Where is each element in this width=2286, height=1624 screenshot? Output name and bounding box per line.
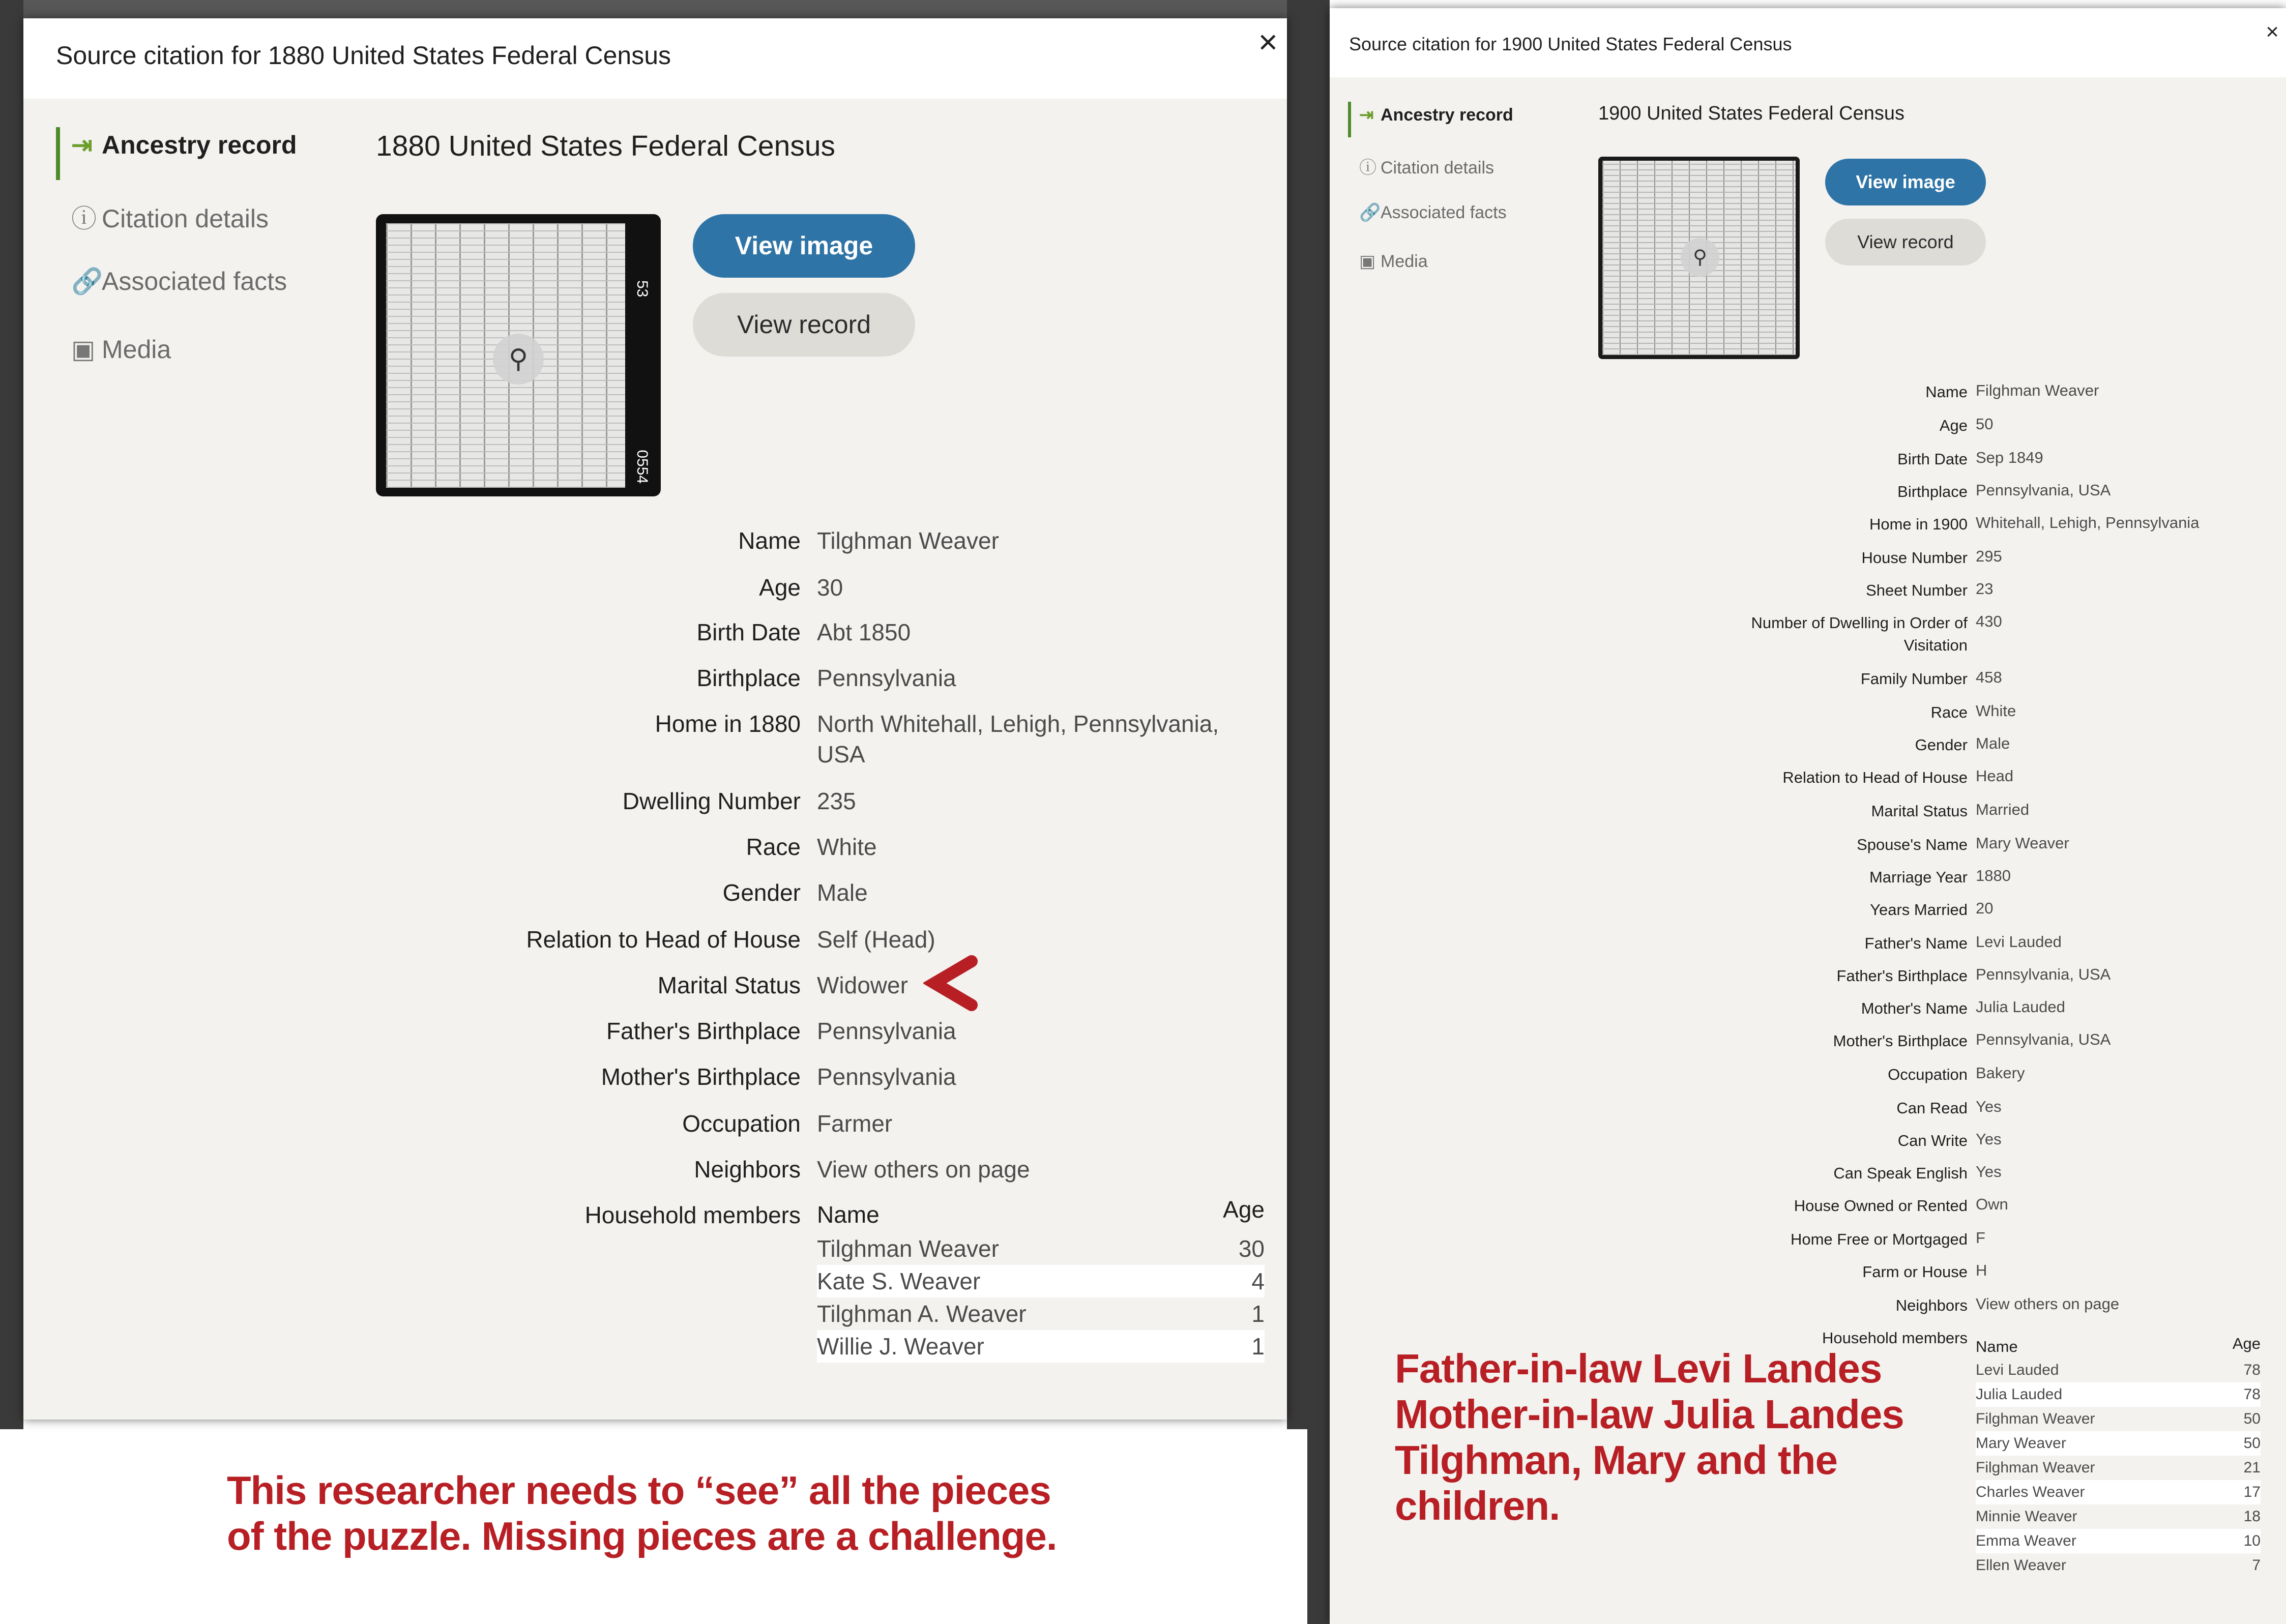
image-icon: ▣ [1359, 252, 1376, 271]
member-age: 18 [2243, 1508, 2261, 1525]
nav-item-label: Associated facts [102, 267, 287, 296]
member-age: 7 [2252, 1557, 2261, 1574]
film-edge-top: 53 [634, 280, 651, 298]
background-page-strip-left [0, 0, 23, 1429]
member-age: 50 [2243, 1435, 2261, 1452]
field-label-neighbors: Neighbors [1895, 1296, 1968, 1314]
table-row [1976, 1456, 2261, 1480]
panel-header [23, 18, 1287, 99]
field-value-name: Filghman Weaver [1976, 381, 2099, 399]
field-value-home: Whitehall, Lehigh, Pennsylvania [1976, 514, 2200, 532]
field-value-race: White [817, 834, 877, 860]
field-value-fathers-birthplace: Pennsylvania [817, 1018, 956, 1044]
field-label-farm-or-house: Farm or House [1862, 1263, 1968, 1281]
table-row [1976, 1358, 2261, 1382]
field-label-home: Home in 1900 [1869, 515, 1968, 533]
view-record-button[interactable]: View record [1825, 219, 1986, 265]
field-label-name: Name [1925, 383, 1968, 401]
nav-item-label: Media [102, 335, 171, 364]
link-icon: 🔗 [71, 267, 103, 296]
field-value-gender: Male [817, 879, 868, 906]
field-value-marital-status: Widower [817, 972, 908, 998]
table-row [1976, 1431, 2261, 1456]
member-age: 21 [2243, 1459, 2261, 1476]
field-label-dwelling-number: Dwelling Number [622, 788, 801, 814]
field-label-relation: Relation to Head of House [526, 926, 801, 953]
nav-item-associated-facts[interactable] [1348, 202, 1551, 251]
field-label-birth-date: Birth Date [696, 619, 801, 645]
link-icon: 🔗 [1359, 203, 1381, 222]
field-value-house-number: 295 [1976, 547, 2002, 565]
panel-title: Source citation for 1900 United States Federal Census [1349, 34, 1792, 54]
close-icon[interactable]: × [1258, 23, 1278, 61]
nav-item-media[interactable] [1348, 251, 1551, 300]
member-name: Levi Lauded [1976, 1362, 2059, 1378]
annotation-line: Tilghman, Mary and the [1395, 1437, 1837, 1483]
field-label-can-read: Can Read [1896, 1099, 1968, 1117]
neighbors-link[interactable]: View others on page [817, 1156, 1030, 1183]
annotation-bottom-left [227, 1467, 1057, 1559]
image-icon: ▣ [71, 335, 96, 364]
field-label-birthplace: Birthplace [696, 665, 801, 691]
field-value-years-married: 20 [1976, 899, 1994, 917]
table-row [1976, 1480, 2261, 1504]
field-label-neighbors: Neighbors [694, 1156, 801, 1183]
nav-item-associated-facts[interactable] [56, 267, 341, 335]
member-name: Willie J. Weaver [817, 1333, 984, 1360]
field-value-farm-or-house: H [1976, 1261, 1987, 1279]
annotation-line: children. [1395, 1483, 1560, 1528]
field-value-family-number: 458 [1976, 668, 2002, 686]
field-label-occupation: Occupation [1888, 1066, 1968, 1083]
field-value-fathers-birthplace: Pennsylvania, USA [1976, 965, 2111, 983]
household-header [817, 1196, 1265, 1232]
nav-item-label: Media [1381, 252, 1428, 271]
field-label-mothers-birthplace: Mother's Birthplace [601, 1064, 801, 1090]
member-name: Filghman Weaver [1976, 1459, 2095, 1476]
table-row [1976, 1382, 2261, 1407]
field-label-marital-status: Marital Status [657, 972, 801, 998]
member-name: Kate S. Weaver [817, 1268, 981, 1294]
field-value-occupation: Bakery [1976, 1064, 2025, 1082]
household-header-age: Age [2232, 1335, 2261, 1352]
annotation-line: of the puzzle. Missing pieces are a challenge. [227, 1514, 1057, 1558]
field-label-dwelling-order-line2: Visitation [1903, 636, 1968, 654]
member-age: 78 [2243, 1362, 2261, 1378]
household-header-age: Age [1223, 1196, 1265, 1223]
field-label-fathers-birthplace: Father's Birthplace [1836, 967, 1968, 985]
field-value-home-free: F [1976, 1229, 1985, 1247]
field-label-age: Age [1939, 417, 1968, 434]
field-label-name: Name [738, 527, 801, 554]
member-name: Mary Weaver [1976, 1435, 2066, 1452]
red-chevron-annotation-icon [923, 955, 979, 1011]
field-label-dwelling-order: Number of Dwelling in Order of [1751, 614, 1968, 632]
info-icon: ⓘ [1359, 158, 1376, 178]
household-label: Household members [584, 1202, 801, 1228]
field-label-mothers-name: Mother's Name [1861, 999, 1968, 1017]
field-label-family-number: Family Number [1860, 670, 1968, 688]
field-value-home: North Whitehall, Lehigh, Pennsylvania, [817, 711, 1219, 737]
field-value-gender: Male [1976, 734, 2010, 752]
field-value-race: White [1976, 702, 2016, 720]
member-name: Filghman Weaver [1976, 1410, 2095, 1427]
field-label-sheet-number: Sheet Number [1866, 581, 1968, 599]
field-label-home-free: Home Free or Mortgaged [1790, 1230, 1968, 1248]
table-row [817, 1297, 1265, 1330]
field-label-age: Age [759, 574, 801, 601]
field-value-birth-date: Sep 1849 [1976, 449, 2043, 466]
nav-item-citation-details[interactable] [56, 198, 341, 267]
side-nav [56, 130, 341, 403]
member-age: 30 [1238, 1235, 1265, 1262]
field-label-gender: Gender [1915, 736, 1968, 754]
member-age: 4 [1251, 1268, 1265, 1294]
field-value-occupation: Farmer [817, 1110, 893, 1137]
field-value-mothers-name: Julia Lauded [1976, 998, 2065, 1016]
census-image-thumbnail[interactable] [376, 214, 661, 496]
nav-item-ancestry-record[interactable] [1348, 105, 1551, 154]
household-table [1976, 1335, 2261, 1578]
field-value-age: 30 [817, 574, 843, 601]
record-title: 1900 United States Federal Census [1598, 103, 1905, 124]
field-label-can-write: Can Write [1897, 1132, 1968, 1149]
member-age: 1 [1251, 1301, 1265, 1327]
field-value-can-write: Yes [1976, 1130, 2002, 1148]
table-row [1976, 1407, 2261, 1431]
member-age: 50 [2243, 1410, 2261, 1427]
table-row [1976, 1529, 2261, 1553]
field-value-age: 50 [1976, 415, 1994, 433]
field-value-relation: Self (Head) [817, 926, 935, 953]
view-image-button[interactable]: View image [1825, 159, 1986, 205]
table-row [817, 1232, 1265, 1265]
background-page-strip-middle [1287, 0, 1307, 1429]
census-image-thumbnail[interactable] [1598, 157, 1800, 359]
field-value-birth-date: Abt 1850 [817, 619, 911, 645]
film-edge [627, 229, 651, 484]
film-edge-bottom: 0554 [634, 450, 651, 484]
member-age: 1 [1251, 1333, 1265, 1360]
field-label-house-number: House Number [1861, 549, 1968, 567]
info-icon: ⓘ [71, 204, 97, 233]
member-name: Tilghman A. Weaver [817, 1301, 1027, 1327]
field-value-marriage-year: 1880 [1976, 867, 2011, 884]
field-label-fathers-birthplace: Father's Birthplace [606, 1018, 801, 1044]
member-name: Julia Lauded [1976, 1386, 2063, 1403]
annotation-line: Father-in-law Levi Landes [1395, 1346, 1882, 1391]
nav-item-ancestry-record[interactable] [56, 130, 341, 198]
field-label-relation: Relation to Head of House [1782, 769, 1968, 786]
field-value-mothers-birthplace: Pennsylvania [817, 1064, 956, 1090]
member-name: Tilghman Weaver [817, 1235, 999, 1262]
field-value-name: Tilghman Weaver [817, 527, 999, 554]
field-label-home: Home in 1880 [655, 711, 801, 737]
nav-item-label: Citation details [102, 204, 269, 233]
household-header-name: Name [817, 1201, 880, 1228]
field-label-can-speak-english: Can Speak English [1833, 1164, 1968, 1182]
household-label: Household members [1822, 1329, 1968, 1347]
table-row [1976, 1553, 2261, 1578]
field-value-home-line2: USA [817, 741, 865, 767]
neighbors-link[interactable]: View others on page [1976, 1295, 2120, 1313]
field-value-relation: Head [1976, 767, 2014, 785]
field-label-years-married: Years Married [1870, 901, 1968, 919]
household-table [817, 1196, 1265, 1363]
panel-title: Source citation for 1880 United States Federal Census [56, 41, 671, 70]
nav-item-label: Citation details [1381, 158, 1494, 178]
member-age: 10 [2243, 1532, 2261, 1549]
nav-item-label: Ancestry record [1381, 105, 1513, 125]
panel-header [1330, 8, 2286, 77]
annotation-line: This researcher needs to “see” all the pieces [227, 1468, 1051, 1513]
household-header [1976, 1335, 2261, 1358]
table-row [817, 1330, 1265, 1363]
field-value-dwelling-number: 235 [817, 788, 856, 814]
close-icon[interactable]: × [2266, 19, 2279, 44]
field-label-birthplace: Birthplace [1897, 483, 1968, 500]
member-name: Minnie Weaver [1976, 1508, 2077, 1525]
member-age: 78 [2243, 1386, 2261, 1403]
magnifier-icon[interactable]: ⚲ [1681, 238, 1719, 277]
field-label-fathers-name: Father's Name [1864, 934, 1968, 952]
record-title: 1880 United States Federal Census [376, 130, 836, 162]
nav-item-media[interactable] [56, 335, 341, 403]
ancestry-leaf-icon: ⇥ [1359, 105, 1374, 125]
magnifier-icon[interactable]: ⚲ [493, 334, 544, 385]
field-value-sheet-number: 23 [1976, 580, 1994, 598]
citation-panel-1880 [23, 18, 1287, 1420]
annotation-line: Mother-in-law Julia Landes [1395, 1392, 1904, 1437]
field-value-can-read: Yes [1976, 1098, 2002, 1115]
field-label-marriage-year: Marriage Year [1869, 868, 1968, 886]
field-label-house-owned: House Owned or Rented [1794, 1197, 1968, 1215]
nav-item-citation-details[interactable] [1348, 154, 1551, 202]
view-image-button[interactable]: View image [693, 214, 915, 278]
view-record-button[interactable]: View record [693, 293, 915, 357]
side-nav [1348, 105, 1551, 300]
table-row [817, 1265, 1265, 1297]
field-value-fathers-name: Levi Lauded [1976, 933, 2062, 951]
field-value-can-speak-english: Yes [1976, 1163, 2002, 1180]
nav-item-label: Ancestry record [102, 131, 297, 159]
field-label-marital-status: Marital Status [1871, 802, 1968, 820]
field-value-mothers-birthplace: Pennsylvania, USA [1976, 1030, 2111, 1048]
field-label-race: Race [1930, 703, 1968, 721]
member-name: Charles Weaver [1976, 1484, 2085, 1500]
field-label-gender: Gender [722, 879, 801, 906]
annotation-right-side [1395, 1346, 1904, 1529]
table-row [1976, 1504, 2261, 1529]
field-value-dwelling-order: 430 [1976, 612, 2002, 630]
background-page-strip-right [1307, 0, 1330, 1624]
field-value-birthplace: Pennsylvania, USA [1976, 481, 2111, 499]
household-header-name: Name [1976, 1338, 2018, 1355]
field-label-race: Race [746, 834, 801, 860]
nav-item-label: Associated facts [1381, 203, 1507, 222]
field-value-house-owned: Own [1976, 1195, 2008, 1213]
field-value-spouse-name: Mary Weaver [1976, 834, 2069, 852]
field-value-birthplace: Pennsylvania [817, 665, 956, 691]
field-label-birth-date: Birth Date [1897, 450, 1968, 468]
member-name: Emma Weaver [1976, 1532, 2076, 1549]
field-label-mothers-birthplace: Mother's Birthplace [1833, 1032, 1968, 1050]
background-page-top-bar [23, 0, 1287, 18]
field-value-marital-status: Married [1976, 801, 2030, 818]
member-name: Ellen Weaver [1976, 1557, 2066, 1574]
ancestry-leaf-icon: ⇥ [71, 131, 93, 159]
member-age: 17 [2243, 1484, 2261, 1500]
field-label-occupation: Occupation [682, 1110, 801, 1137]
field-label-spouse-name: Spouse's Name [1857, 836, 1968, 853]
